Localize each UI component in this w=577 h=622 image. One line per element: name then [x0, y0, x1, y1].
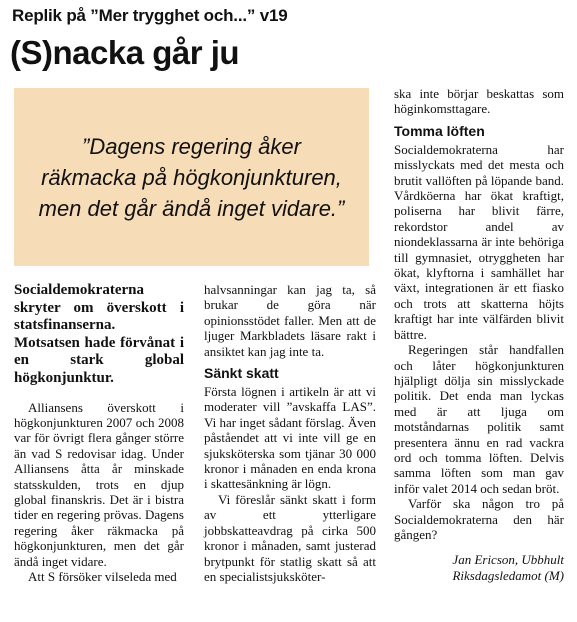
- kicker: Replik på ”Mer trygghet och...” v19: [12, 6, 288, 25]
- signature-title: Riksdagsledamot (M): [452, 567, 564, 583]
- ingress: Socialdemokraterna skryter om överskott i statsfinanserna. Motsatsen hade förvånat i en stark global högkonjunktur.: [14, 282, 184, 386]
- subheading-sankt-skatt: Sänkt skatt: [204, 365, 279, 382]
- body-paragraph: halvsanningar kan jag ta, så brukar de göra när opinionsstödet faller. Men att de ljuger Markbladets läsare rakt i ansiktet kan jag inte ta.: [204, 282, 376, 359]
- body-paragraph: Alliansens överskott i högkonjunkturen 2007 och 2008 var för övrigt flera gånger större än vad S redovisar idag. Under Alliansens åtta år minskade statsskulden, trots en djup global finanskris. Det är i bistra tider en regering prövas. Dagens regering åker räkmacka på högkonjunkturen, men det går ändå inget vidare.: [14, 399, 184, 569]
- body-paragraph: Att S försöker vilseleda med: [28, 569, 177, 585]
- pull-quote-box: [14, 88, 369, 266]
- signature: [394, 552, 564, 583]
- article-column-1: [14, 282, 184, 584]
- pull-quote: ”Dagens regering åker räkmacka på högkonjunkturen, men det går ändå inget vidare.”: [38, 133, 345, 221]
- body-paragraph: Socialdemokraterna har misslyckats med det mesta och brutit vallöften på löpande band. Vårdköerna har ökat kraftigt, poliserna har blivit färre, rekordstor andel av niondeklassarna är inte behöriga till gymnasiet, otryggheten har ökat, klyftorna i samhället har växt, integrationen är ett fiasko och trots att skatterna höjts kraftigt har inte välfärden blivit bättre.: [394, 141, 564, 342]
- article-column-3: [394, 86, 564, 583]
- signature-name: Jan Ericson, Ubbhult: [452, 552, 564, 568]
- article-column-2: [204, 282, 376, 584]
- body-paragraph: Vi föreslår sänkt skatt i form av ett ytterligare jobbskatteavdrag på cirka 500 kronor i månaden, samt justerad brytpunkt för statlig skatt så att en specialistsjuksköter-: [204, 491, 376, 584]
- body-paragraph: Regeringen står handfallen och låter högkonjunkturen hjälpligt dölja sin misslyckade politik. Det enda man lyckas med är att ljuga om motståndarnas politik samt presentera ännu en rad vackra ord och tomma löften. Delvis samma löften som man gav inför valet 2014 och sedan bröt.: [394, 342, 564, 496]
- body-paragraph: ska inte börjar beskattas som höginkomsttagare.: [394, 86, 564, 117]
- body-paragraph: Första lögnen i artikeln är att vi moderater vill ”avskaffa LAS”. Vi har inget sådant förslag. Även påståendet att vi inte vill ge en sjuksköterska som tjänar 30 000 kronor i månaden en enda krona i skattesänkning är lögn.: [204, 384, 376, 492]
- body-paragraph: Varför ska någon tro på Socialdemokraterna den här gången?: [394, 496, 564, 542]
- subheading-tomma-loften: Tomma löften: [394, 122, 485, 139]
- headline: (S)nacka går ju: [10, 34, 240, 71]
